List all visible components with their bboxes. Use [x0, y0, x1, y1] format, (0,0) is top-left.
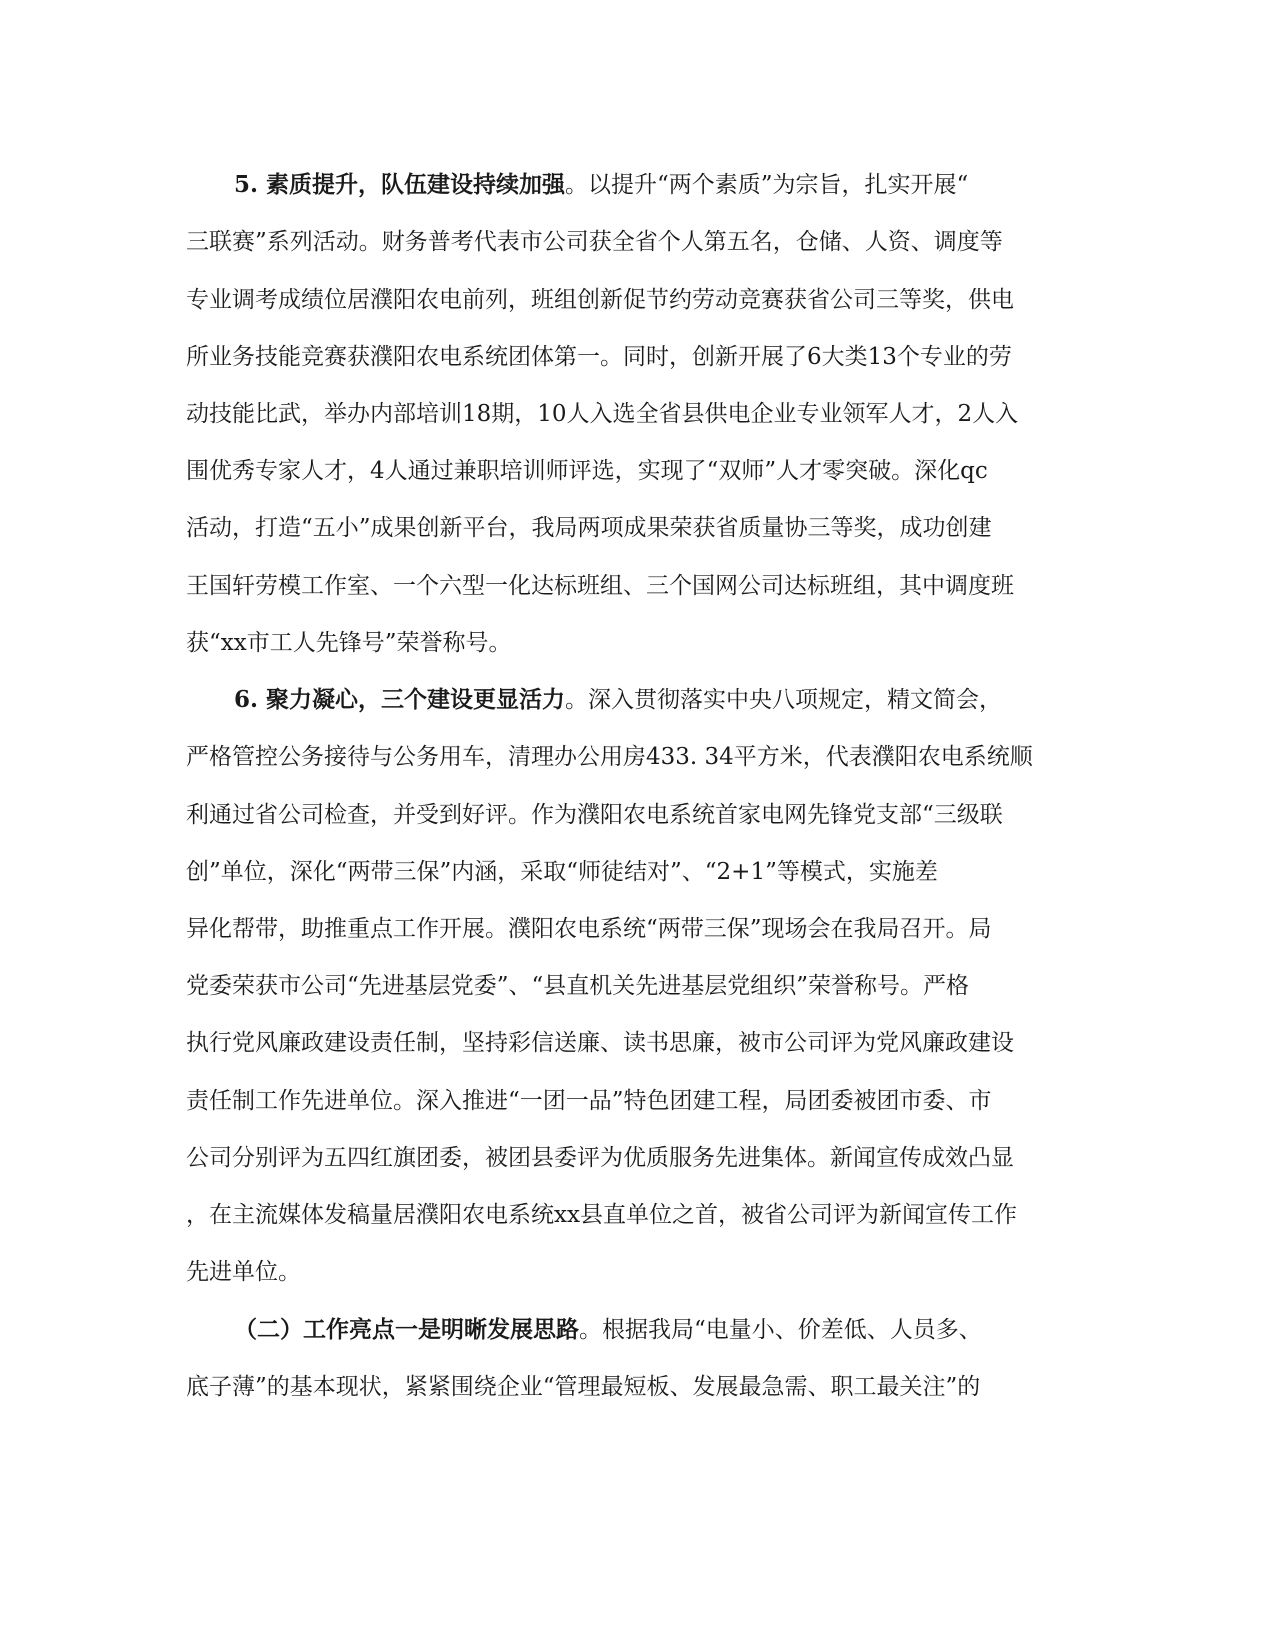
paragraph-6-line-2: 严格管控公务接待与公务用车，清理办公用房433. 34平方米，代表濮阳农电系统顺 — [186, 744, 1033, 770]
section-2-text: 。根据我局“电量小、价差低、人员多、 — [579, 1317, 982, 1343]
paragraph-5-line-2: 三联赛”系列活动。财务普考代表市公司获全省个人第五名，仓储、人资、调度等 — [186, 229, 1003, 255]
paragraph-6-line-9: 公司分别评为五四红旗团委，被团县委评为优质服务先进集体。新闻宣传成效凸显 — [186, 1145, 1014, 1171]
paragraph-6-line-5: 异化帮带，助推重点工作开展。濮阳农电系统“两带三保”现场会在我局召开。局 — [186, 916, 992, 942]
paragraph-5-line-4: 所业务技能竞赛获濮阳农电系统团体第一。同时，创新开展了6大类13个专业的劳 — [186, 344, 1012, 370]
paragraph-5-line-6: 围优秀专家人才，4人通过兼职培训师评选，实现了“双师”人才零突破。深化qc — [186, 458, 988, 484]
paragraph-6-line-3: 利通过省公司检查，并受到好评。作为濮阳农电系统首家电网先锋党支部“三级联 — [186, 802, 1003, 828]
paragraph-6-heading: 6. 聚力凝心，三个建设更显活力 — [234, 686, 566, 713]
paragraph-5-line-8: 王国轩劳模工作室、一个六型一化达标班组、三个国网公司达标班组，其中调度班 — [186, 573, 1014, 599]
paragraph-6-line-1 — [234, 685, 1002, 715]
paragraph-5-line-5: 动技能比武，举办内部培训18期，10人入选全省县供电企业专业领军人才，2人入 — [186, 401, 1019, 427]
paragraph-6-line-10: ，在主流媒体发稿量居濮阳农电系统xx县直单位之首，被省公司评为新闻宣传工作 — [186, 1202, 1017, 1228]
section-2-line-2: 底子薄”的基本现状，紧紧围绕企业“管理最短板、发展最急需、职工最关注”的 — [186, 1374, 981, 1400]
paragraph-5-line-1 — [234, 170, 968, 200]
section-2-heading: （二）工作亮点一是明晰发展思路 — [234, 1316, 579, 1343]
paragraph-6-line-6: 党委荣获市公司“先进基层党委”、“县直机关先进基层党组织”荣誉称号。严格 — [186, 973, 970, 999]
paragraph-5-line-7: 活动，打造“五小”成果创新平台，我局两项成果荣获省质量协三等奖，成功创建 — [186, 515, 992, 541]
paragraph-6-line-11: 先进单位。 — [186, 1259, 301, 1285]
paragraph-5-heading: 5. 素质提升，队伍建设持续加强 — [234, 171, 566, 198]
paragraph-5-line-9: 获“xx市工人先锋号”荣誉称号。 — [186, 630, 512, 656]
paragraph-5-text: 。以提升“两个素质”为宗旨，扎实开展“ — [565, 172, 969, 198]
paragraph-6-line-8: 责任制工作先进单位。深入推进“一团一品”特色团建工程，局团委被团市委、市 — [186, 1088, 992, 1114]
paragraph-6-line-7: 执行党风廉政建设责任制，坚持彩信送廉、读书思廉，被市公司评为党风廉政建设 — [186, 1030, 1014, 1056]
paragraph-6-text: 。深入贯彻落实中央八项规定，精文简会， — [565, 687, 1003, 713]
section-2-line-1 — [234, 1315, 982, 1345]
paragraph-5-line-3: 专业调考成绩位居濮阳农电前列，班组创新促节约劳动竞赛获省公司三等奖，供电 — [186, 287, 1014, 313]
paragraph-6-line-4: 创”单位，深化“两带三保”内涵，采取“师徒结对”、“2+1”等模式，实施差 — [186, 859, 938, 885]
